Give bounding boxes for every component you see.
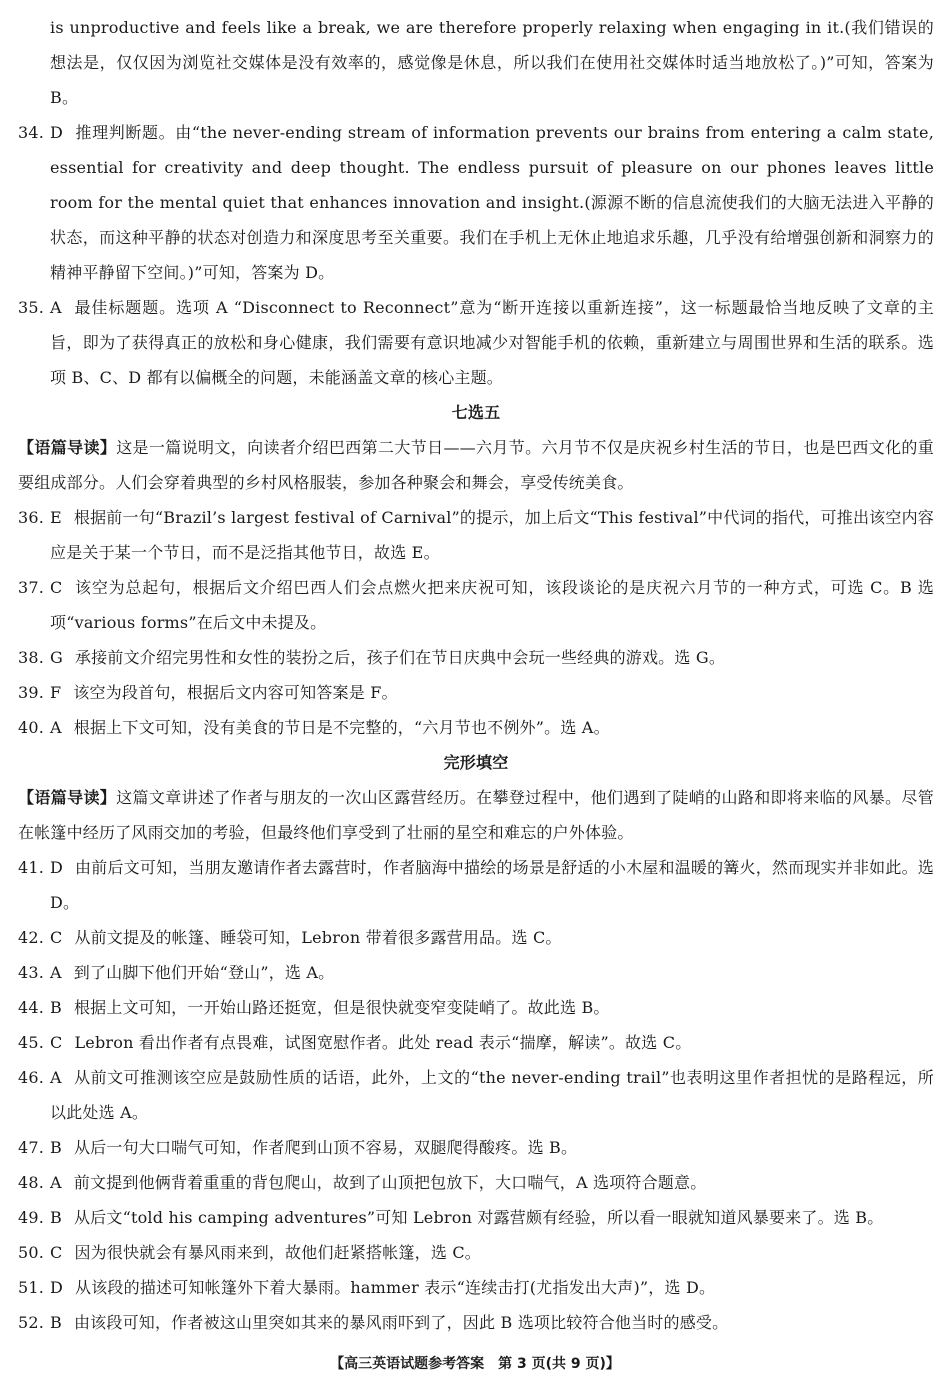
answer-item-40 xyxy=(18,710,934,745)
item-answer: C xyxy=(50,578,63,597)
item-number: 45. xyxy=(18,1033,45,1052)
item-number: 46. xyxy=(18,1068,45,1087)
answer-item-41 xyxy=(18,850,934,920)
item-explanation: 由前后文可知，当朋友邀请作者去露营时，作者脑海中描绘的场景是舒适的小木屋和温暖的篝火，然而现实并非如此。选 D。 xyxy=(50,858,934,912)
guide-text: 这是一篇说明文，向读者介绍巴西第二大节日——六月节。六月节不仅是庆祝乡村生活的节日，也是巴西文化的重要组成部分。人们会穿着典型的乡村风格服装，参加各种聚会和舞会，享受传统美食。 xyxy=(18,438,934,492)
answer-item-38 xyxy=(18,640,934,675)
item-number: 48. xyxy=(18,1173,45,1192)
item-number: 49. xyxy=(18,1208,45,1227)
answer-item-51 xyxy=(18,1270,934,1305)
item-answer: C xyxy=(50,1033,63,1052)
item-answer: B xyxy=(50,998,62,1017)
answer-item-48 xyxy=(18,1165,934,1200)
item-answer: F xyxy=(50,683,62,702)
guide-paragraph-seven xyxy=(18,430,934,500)
item-explanation: 前文提到他俩背着重重的背包爬山，故到了山顶把包放下，大口喘气，A 选项符合题意。 xyxy=(73,1173,707,1192)
item-answer: D xyxy=(50,1278,64,1297)
item-number: 41. xyxy=(18,858,45,877)
item-number: 42. xyxy=(18,928,45,947)
item-explanation: 推理判断题。由“the never-ending stream of information prevents our brains from entering a calm state, essential for creativity and deep thought. The endless pursuit of pleasure on our phones leaves little room for the mental quiet that enhances innovation and insight.(源源不断的信息流使我们的大脑无法进入平静的状态，而这种平静的状态对创造力和深度思考至关重要。我们在手机上无休止地追求乐趣，几乎没有给增强创新和洞察力的精神平静留下空间。)”可知，答案为 D。 xyxy=(50,123,934,282)
item-explanation: Lebron 看出作者有点畏难，试图宽慰作者。此处 read 表示“揣摩，解读”。故选 C。 xyxy=(74,1033,692,1052)
item-explanation: 由该段可知，作者被这山里突如其来的暴风雨吓到了，因此 B 选项比较符合他当时的感受。 xyxy=(73,1313,729,1332)
guide-label: 【语篇导读】 xyxy=(18,788,117,807)
item-answer: D xyxy=(50,858,64,877)
section-title-cloze: 完形填空 xyxy=(443,753,509,772)
item-answer: G xyxy=(50,648,63,667)
item-answer: A xyxy=(50,298,62,317)
item-number: 35. xyxy=(18,298,45,317)
item-number: 43. xyxy=(18,963,45,982)
item-answer: B xyxy=(50,1208,62,1227)
item-number: 40. xyxy=(18,718,45,737)
page-footer: 【高三英语试题参考答案 第 3 页(共 9 页)】 xyxy=(330,1356,620,1372)
item-number: 39. xyxy=(18,683,45,702)
answer-item-39 xyxy=(18,675,934,710)
item-answer: B xyxy=(50,1138,62,1157)
item-answer: B xyxy=(50,1313,62,1332)
item-explanation: 该空为段首句，根据后文内容可知答案是 F。 xyxy=(73,683,398,702)
item-answer: A xyxy=(50,1068,62,1087)
item-number: 36. xyxy=(18,508,45,527)
item-answer: A xyxy=(50,718,62,737)
item-explanation: 根据前一句“Brazil’s largest festival of Carnival”的提示，加上后文“This festival”中代词的指代，可推出该空内容应是关于某一个节日，而不是泛指其他节日，故选 E。 xyxy=(50,508,934,562)
answer-item-47 xyxy=(18,1130,934,1165)
item-explanation: 最佳标题题。选项 A “Disconnect to Reconnect”意为“断开连接以重新连接”，这一标题最恰当地反映了文章的主旨，即为了获得真正的放松和身心健康，我们需要有意识地减少对智能手机的依赖，重新建立与周围世界和生活的联系。选项 B、C、D 都有以偏概全的问题，未能涵盖文章的核心主题。 xyxy=(50,298,934,387)
answer-item-43 xyxy=(18,955,934,990)
item-answer: A xyxy=(50,963,62,982)
answer-item-50 xyxy=(18,1235,934,1270)
item-number: 52. xyxy=(18,1313,45,1332)
item-number: 51. xyxy=(18,1278,45,1297)
page-content xyxy=(18,10,934,1340)
item-number: 37. xyxy=(18,578,45,597)
section-title-seven-choose-five: 七选五 xyxy=(451,403,501,422)
item-answer: C xyxy=(50,1243,63,1262)
item-explanation: 从后一句大口喘气可知，作者爬到山顶不容易，双腿爬得酸疼。选 B。 xyxy=(73,1138,578,1157)
answer-item-37 xyxy=(18,570,934,640)
answer-item-34 xyxy=(18,115,934,290)
answer-item-46 xyxy=(18,1060,934,1130)
item-answer: C xyxy=(50,928,63,947)
item-explanation: 该空为总起句，根据后文介绍巴西人们会点燃火把来庆祝可知，该段谈论的是庆祝六月节的一种方式，可选 C。B 选项“various forms”在后文中未提及。 xyxy=(50,578,934,632)
guide-label: 【语篇导读】 xyxy=(18,438,117,457)
answer-item-45 xyxy=(18,1025,934,1060)
item-number: 34. xyxy=(18,123,45,142)
item-explanation: 从后文“told his camping adventures”可知 Lebron 对露营颇有经验，所以看一眼就知道风暴要来了。选 B。 xyxy=(73,1208,884,1227)
item-explanation: 到了山脚下他们开始“登山”，选 A。 xyxy=(73,963,335,982)
item-explanation: 因为很快就会有暴风雨来到，故他们赶紧搭帐篷，选 C。 xyxy=(74,1243,481,1262)
answer-item-35 xyxy=(18,290,934,395)
item-number: 47. xyxy=(18,1138,45,1157)
item-explanation: 从该段的描述可知帐篷外下着大暴雨。hammer 表示“连续击打(尤指发出大声)”，选 D。 xyxy=(75,1278,716,1297)
answer-item-44 xyxy=(18,990,934,1025)
item-explanation: 根据上下文可知，没有美食的节日是不完整的，“六月节也不例外”。选 A。 xyxy=(73,718,610,737)
item-number: 50. xyxy=(18,1243,45,1262)
item-number: 38. xyxy=(18,648,45,667)
answer-item-42 xyxy=(18,920,934,955)
answer-item-52 xyxy=(18,1305,934,1340)
item-answer: E xyxy=(50,508,62,527)
item-answer: D xyxy=(50,123,64,142)
guide-text: 这篇文章讲述了作者与朋友的一次山区露营经历。在攀登过程中，他们遇到了陡峭的山路和即将来临的风暴。尽管在帐篷中经历了风雨交加的考验，但最终他们享受到了壮丽的星空和难忘的户外体验。 xyxy=(18,788,934,842)
item-answer: A xyxy=(50,1173,62,1192)
item-explanation: 从前文可推测该空应是鼓励性质的话语，此外，上文的“the never-ending trail”也表明这里作者担忧的是路程远，所以此处选 A。 xyxy=(50,1068,934,1122)
answer-item-49 xyxy=(18,1200,934,1235)
answer-item-36 xyxy=(18,500,934,570)
item-explanation: 从前文提及的帐篷、睡袋可知，Lebron 带着很多露营用品。选 C。 xyxy=(74,928,562,947)
item-number: 44. xyxy=(18,998,45,1017)
continuation-paragraph: is unproductive and feels like a break, we are therefore properly relaxing when engaging in it.(我们错误的想法是，仅仅因为浏览社交媒体是没有效率的，感觉像是休息，所以我们在使用社交媒体时适当地放松了。)”可知，答案为 B。 xyxy=(50,18,934,107)
item-explanation: 承接前文介绍完男性和女性的装扮之后，孩子们在节日庆典中会玩一些经典的游戏。选 G。 xyxy=(74,648,726,667)
guide-paragraph-cloze xyxy=(18,780,934,850)
item-explanation: 根据上文可知，一开始山路还挺宽，但是很快就变窄变陡峭了。故此选 B。 xyxy=(73,998,610,1017)
